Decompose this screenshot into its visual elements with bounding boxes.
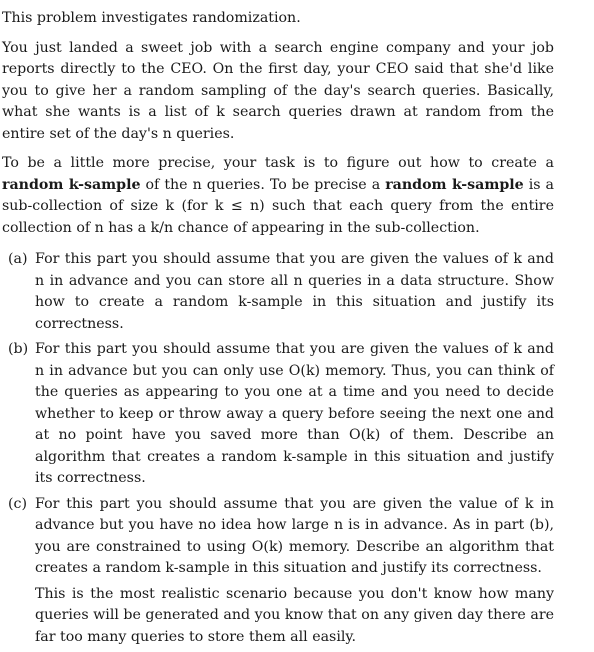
- part-a: [2, 249, 554, 335]
- part-b-text: For this part you should assume that you are given the values of k and n in advance but you can only use O(k) memory. Thus, you can think of the queries as appearing to you one at a time and you need to decide whether to keep or throw away a query before seeing the next one and at no point have you saved more than O(k) of them. Describe an algorithm that creates a random k-sample in this situation and justify its correctness.: [35, 341, 554, 486]
- definition-post: is a sub-collection of size k (for k ≤ n) such that each query from the entire collection of n has a k/n chance of appearing in the sub-collection.: [2, 176, 554, 236]
- definition-term-2: random k-sample: [385, 176, 524, 193]
- part-b-label: (b): [8, 341, 29, 357]
- definition-mid: of the n queries. To be precise a: [140, 176, 386, 193]
- part-a-label: (a): [8, 251, 28, 267]
- definition-paragraph: [2, 153, 554, 239]
- problem-document: [2, 8, 554, 652]
- part-c: [2, 494, 554, 649]
- intro-paragraph: This problem investigates randomization.: [2, 10, 301, 26]
- part-c-extra: This is the most realistic scenario because you don't know how many queries will be generated and you know that on any given day there are far too many queries to store them all easily.: [35, 585, 554, 645]
- definition-term-1: random k-sample: [2, 176, 141, 193]
- part-b: [2, 339, 554, 490]
- scenario-paragraph: You just landed a sweet job with a search engine company and your job reports directly to the CEO. On the first day, your CEO said that she'd like you to give her a random sampling of the day's search queries. Basically, what she wants is a list of k search queries drawn at random from the entire set of the day's n queries.: [2, 39, 554, 142]
- part-c-text: For this part you should assume that you are given the value of k in advance but you have no idea how large n is in advance. As in part (b), you are constrained to using O(k) memory. Describe an algorithm that creates a random k-sample in this situation and justify its correctness.: [35, 495, 554, 576]
- part-c-label: (c): [8, 495, 28, 512]
- part-a-text: For this part you should assume that you are given the values of k and n in advance and you can store all n queries in a data structure. Show how to create a random k-sample in this situation and justify its correctness.: [35, 251, 554, 332]
- parts-list: [2, 249, 554, 648]
- definition-pre: To be a little more precise, your task is to figure out how to create a: [2, 155, 554, 171]
